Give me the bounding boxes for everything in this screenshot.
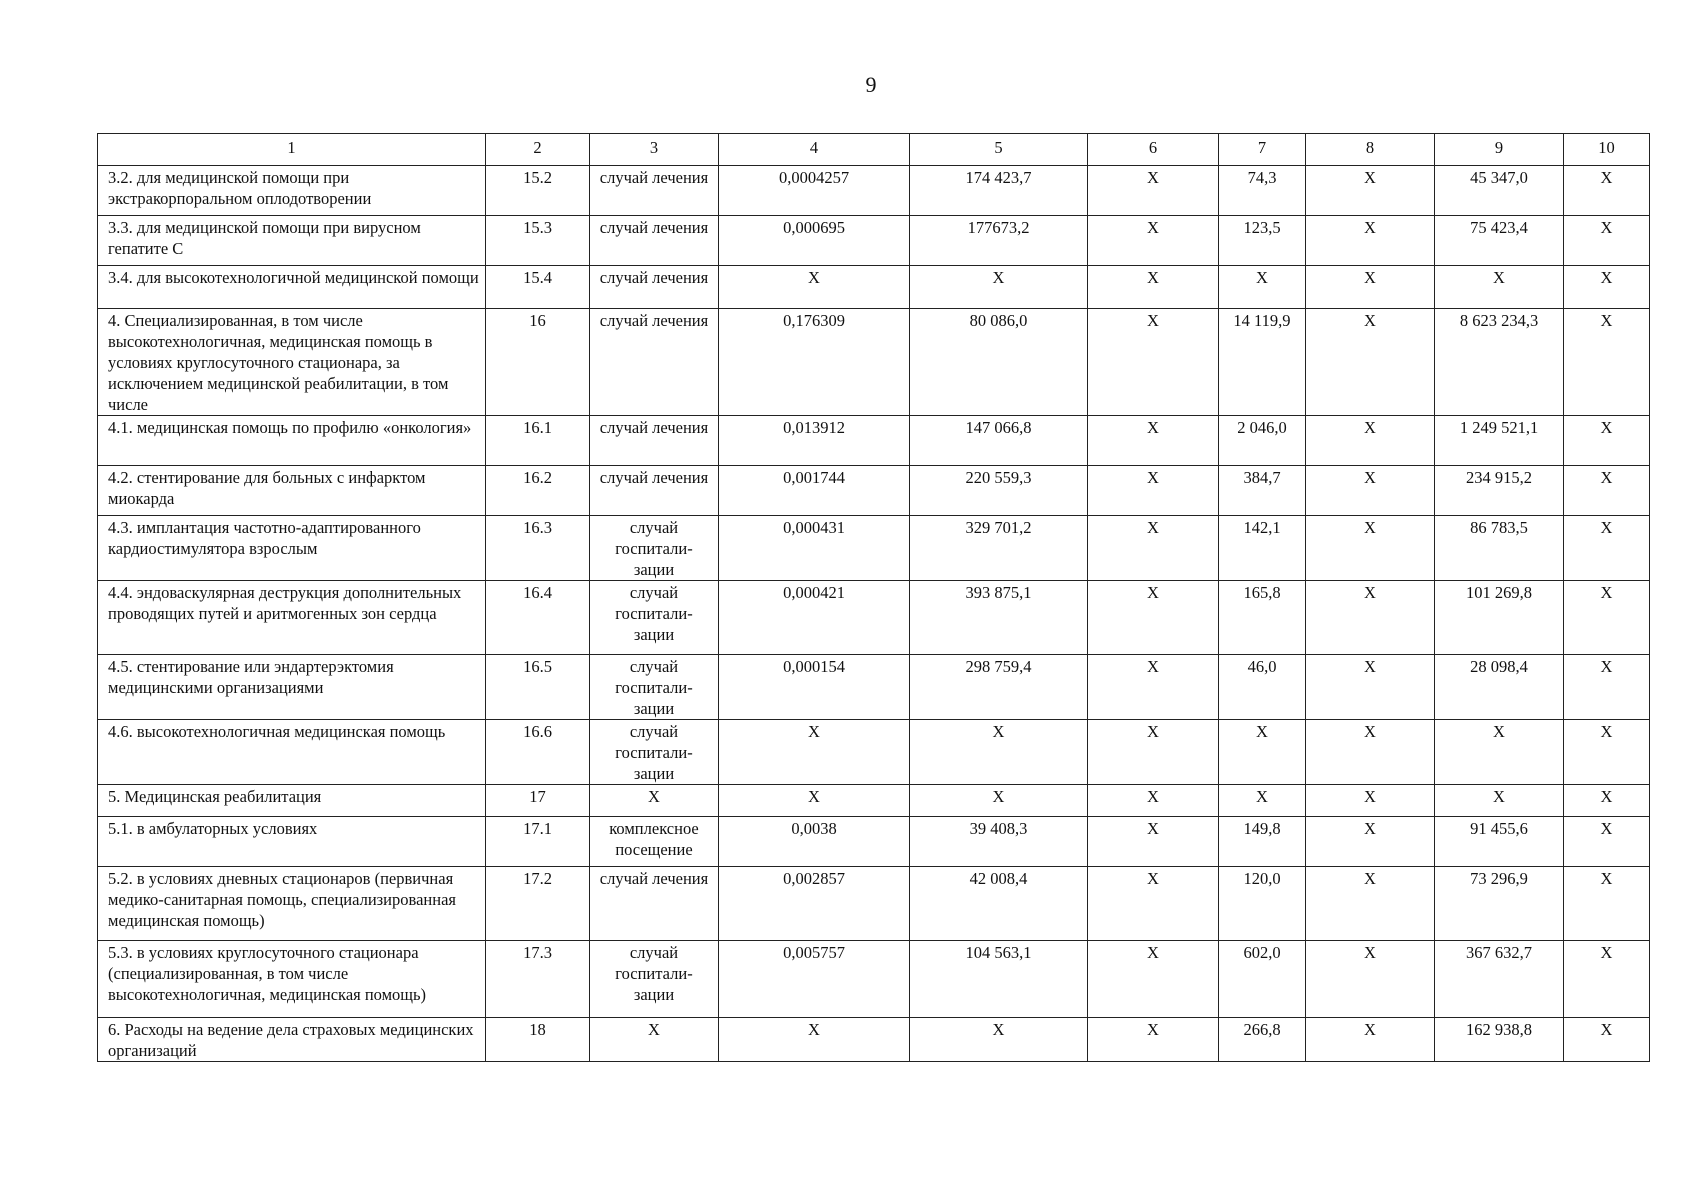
table-row: [98, 1018, 1650, 1062]
table-cell: Х: [1564, 785, 1650, 817]
table-cell: случай госпитали-зации: [590, 720, 719, 785]
table-cell: Х: [1435, 266, 1564, 309]
table-cell: Х: [1306, 785, 1435, 817]
table-cell: Х: [1306, 516, 1435, 581]
table-cell: 15.4: [486, 266, 590, 309]
table-cell: 17.1: [486, 817, 590, 867]
column-header: 7: [1219, 134, 1306, 166]
table-cell: Х: [910, 266, 1088, 309]
table-cell: Х: [910, 720, 1088, 785]
table-row: [98, 941, 1650, 1018]
table-cell: случай лечения: [590, 309, 719, 416]
table-cell: Х: [1306, 309, 1435, 416]
table-cell: Х: [1435, 785, 1564, 817]
table-cell: Х: [1306, 166, 1435, 216]
table-cell: Х: [1306, 941, 1435, 1018]
table-cell: Х: [719, 720, 910, 785]
table-row: [98, 166, 1650, 216]
row-label-cell: 3.4. для высокотехнологичной медицинской помощи: [98, 266, 486, 309]
page-number: 9: [865, 72, 877, 97]
table-cell: 0,001744: [719, 466, 910, 516]
table-cell: Х: [1564, 867, 1650, 941]
column-header: 9: [1435, 134, 1564, 166]
table-cell: случай госпитали-зации: [590, 516, 719, 581]
table-cell: 0,013912: [719, 416, 910, 466]
table-cell: Х: [1088, 1018, 1219, 1062]
table-cell: Х: [910, 785, 1088, 817]
table-cell: 73 296,9: [1435, 867, 1564, 941]
table-cell: Х: [1564, 1018, 1650, 1062]
table-cell: Х: [590, 1018, 719, 1062]
table-cell: 1 249 521,1: [1435, 416, 1564, 466]
table-cell: Х: [1219, 720, 1306, 785]
row-label-cell: 4.5. стентирование или эндартерэктомия медицинскими организациями: [98, 655, 486, 720]
table-cell: Х: [1088, 655, 1219, 720]
table-cell: 0,000154: [719, 655, 910, 720]
table-cell: Х: [1088, 466, 1219, 516]
table-cell: 162 938,8: [1435, 1018, 1564, 1062]
table-cell: Х: [1564, 216, 1650, 266]
row-label-cell: 6. Расходы на ведение дела страховых медицинских организаций: [98, 1018, 486, 1062]
table-cell: 15.3: [486, 216, 590, 266]
table-cell: Х: [1088, 416, 1219, 466]
table-row: [98, 867, 1650, 941]
table-cell: комплексное посещение: [590, 817, 719, 867]
table-cell: Х: [1564, 817, 1650, 867]
table-cell: Х: [1088, 941, 1219, 1018]
table-cell: Х: [1088, 867, 1219, 941]
table-cell: Х: [1306, 416, 1435, 466]
table-cell: 42 008,4: [910, 867, 1088, 941]
table-cell: 0,005757: [719, 941, 910, 1018]
table-cell: Х: [1306, 216, 1435, 266]
column-header: 10: [1564, 134, 1650, 166]
table-cell: случай госпитали-зации: [590, 581, 719, 655]
table-row: [98, 216, 1650, 266]
row-label-cell: 3.2. для медицинской помощи при экстракорпоральном оплодотворении: [98, 166, 486, 216]
table-row: [98, 466, 1650, 516]
row-label-cell: 4.6. высокотехнологичная медицинская помощь: [98, 720, 486, 785]
table-cell: 0,000431: [719, 516, 910, 581]
table-cell: 16.4: [486, 581, 590, 655]
table-row: [98, 581, 1650, 655]
table-cell: 147 066,8: [910, 416, 1088, 466]
table-cell: Х: [1219, 266, 1306, 309]
table-cell: случай лечения: [590, 166, 719, 216]
table-cell: 45 347,0: [1435, 166, 1564, 216]
row-label-cell: 4.2. стентирование для больных с инфарктом миокарда: [98, 466, 486, 516]
table-cell: Х: [1564, 516, 1650, 581]
table-cell: случай госпитали-зации: [590, 941, 719, 1018]
table-cell: 46,0: [1219, 655, 1306, 720]
table-cell: 0,0004257: [719, 166, 910, 216]
table-row: [98, 516, 1650, 581]
row-label-cell: 5.3. в условиях круглосуточного стационара (специализированная, в том числе высокотехнологичная, медицинская помощь): [98, 941, 486, 1018]
column-header: 8: [1306, 134, 1435, 166]
table-cell: 177673,2: [910, 216, 1088, 266]
table-row: [98, 720, 1650, 785]
table-cell: 123,5: [1219, 216, 1306, 266]
table-cell: 367 632,7: [1435, 941, 1564, 1018]
table-cell: 142,1: [1219, 516, 1306, 581]
table-row: [98, 266, 1650, 309]
table-cell: Х: [1306, 581, 1435, 655]
row-label-cell: 4.1. медицинская помощь по профилю «онкология»: [98, 416, 486, 466]
table-cell: Х: [1306, 466, 1435, 516]
data-table: [97, 133, 1650, 1062]
row-label-cell: 4.3. имплантация частотно-адаптированного кардиостимулятора взрослым: [98, 516, 486, 581]
column-header: 5: [910, 134, 1088, 166]
table-cell: Х: [1088, 266, 1219, 309]
table-cell: 17: [486, 785, 590, 817]
table-cell: Х: [719, 1018, 910, 1062]
table-cell: 16: [486, 309, 590, 416]
row-label-cell: 5.2. в условиях дневных стационаров (первичная медико-санитарная помощь, специализированная медицинская помощь): [98, 867, 486, 941]
column-header: 4: [719, 134, 910, 166]
table-cell: Х: [1306, 867, 1435, 941]
table-cell: Х: [590, 785, 719, 817]
table-cell: случай лечения: [590, 266, 719, 309]
table-row: [98, 655, 1650, 720]
table-cell: 120,0: [1219, 867, 1306, 941]
table-cell: Х: [719, 785, 910, 817]
table-row: [98, 785, 1650, 817]
table-cell: Х: [1564, 581, 1650, 655]
table-row: [98, 309, 1650, 416]
table-cell: 91 455,6: [1435, 817, 1564, 867]
row-label-cell: 5.1. в амбулаторных условиях: [98, 817, 486, 867]
table-cell: Х: [1564, 309, 1650, 416]
table-cell: Х: [1088, 720, 1219, 785]
table-cell: 16.2: [486, 466, 590, 516]
table-cell: Х: [1564, 266, 1650, 309]
table-cell: Х: [1306, 1018, 1435, 1062]
table-cell: 174 423,7: [910, 166, 1088, 216]
table-cell: 234 915,2: [1435, 466, 1564, 516]
column-header: 6: [1088, 134, 1219, 166]
table-cell: Х: [1088, 216, 1219, 266]
table-cell: 101 269,8: [1435, 581, 1564, 655]
table-cell: Х: [1564, 720, 1650, 785]
table-cell: 15.2: [486, 166, 590, 216]
table-cell: случай лечения: [590, 867, 719, 941]
table-cell: случай лечения: [590, 466, 719, 516]
table-cell: Х: [1564, 466, 1650, 516]
table-cell: 0,176309: [719, 309, 910, 416]
table-cell: 14 119,9: [1219, 309, 1306, 416]
table-cell: случай лечения: [590, 416, 719, 466]
row-label-cell: 5. Медицинская реабилитация: [98, 785, 486, 817]
table-cell: 602,0: [1219, 941, 1306, 1018]
table-cell: 165,8: [1219, 581, 1306, 655]
table-cell: Х: [719, 266, 910, 309]
table-cell: Х: [1088, 785, 1219, 817]
row-label-cell: 4. Специализированная, в том числе высокотехнологичная, медицинская помощь в условиях круглосуточного стационара, за исключением медицинской реабилитации, в том числе: [98, 309, 486, 416]
table-cell: 16.1: [486, 416, 590, 466]
table-cell: 80 086,0: [910, 309, 1088, 416]
table-cell: 266,8: [1219, 1018, 1306, 1062]
table-cell: Х: [1219, 785, 1306, 817]
table-cell: случай госпитали-зации: [590, 655, 719, 720]
table-cell: Х: [1306, 655, 1435, 720]
table-cell: Х: [1306, 817, 1435, 867]
table-cell: 28 098,4: [1435, 655, 1564, 720]
column-header: 3: [590, 134, 719, 166]
table-cell: 0,002857: [719, 867, 910, 941]
table-header-row: [98, 134, 1650, 166]
table-cell: 329 701,2: [910, 516, 1088, 581]
table-cell: 16.5: [486, 655, 590, 720]
column-header: 1: [98, 134, 486, 166]
table-cell: Х: [1088, 516, 1219, 581]
table-cell: 220 559,3: [910, 466, 1088, 516]
table-cell: 75 423,4: [1435, 216, 1564, 266]
table-cell: Х: [1435, 720, 1564, 785]
row-label-cell: 4.4. эндоваскулярная деструкция дополнительных проводящих путей и аритмогенных зон сердца: [98, 581, 486, 655]
table-cell: 393 875,1: [910, 581, 1088, 655]
table-cell: 86 783,5: [1435, 516, 1564, 581]
table-row: [98, 817, 1650, 867]
table-row: [98, 416, 1650, 466]
table-cell: Х: [1088, 581, 1219, 655]
table-cell: Х: [1306, 720, 1435, 785]
table-cell: Х: [910, 1018, 1088, 1062]
table-cell: Х: [1088, 817, 1219, 867]
table-cell: Х: [1088, 309, 1219, 416]
table-cell: 16.3: [486, 516, 590, 581]
table-cell: Х: [1564, 166, 1650, 216]
table-cell: 384,7: [1219, 466, 1306, 516]
table-cell: случай лечения: [590, 216, 719, 266]
row-label-cell: 3.3. для медицинской помощи при вирусном гепатите С: [98, 216, 486, 266]
table-cell: 0,000421: [719, 581, 910, 655]
table-cell: 16.6: [486, 720, 590, 785]
table-cell: Х: [1564, 416, 1650, 466]
table-cell: 18: [486, 1018, 590, 1062]
table-cell: 39 408,3: [910, 817, 1088, 867]
table-cell: Х: [1088, 166, 1219, 216]
column-header: 2: [486, 134, 590, 166]
table-cell: Х: [1564, 655, 1650, 720]
table-cell: 0,0038: [719, 817, 910, 867]
table-cell: 2 046,0: [1219, 416, 1306, 466]
table-cell: 74,3: [1219, 166, 1306, 216]
table-cell: Х: [1564, 941, 1650, 1018]
table-cell: 298 759,4: [910, 655, 1088, 720]
table-cell: Х: [1306, 266, 1435, 309]
table-cell: 0,000695: [719, 216, 910, 266]
table-cell: 8 623 234,3: [1435, 309, 1564, 416]
table-cell: 149,8: [1219, 817, 1306, 867]
table-cell: 17.3: [486, 941, 590, 1018]
table-cell: 17.2: [486, 867, 590, 941]
table-cell: 104 563,1: [910, 941, 1088, 1018]
